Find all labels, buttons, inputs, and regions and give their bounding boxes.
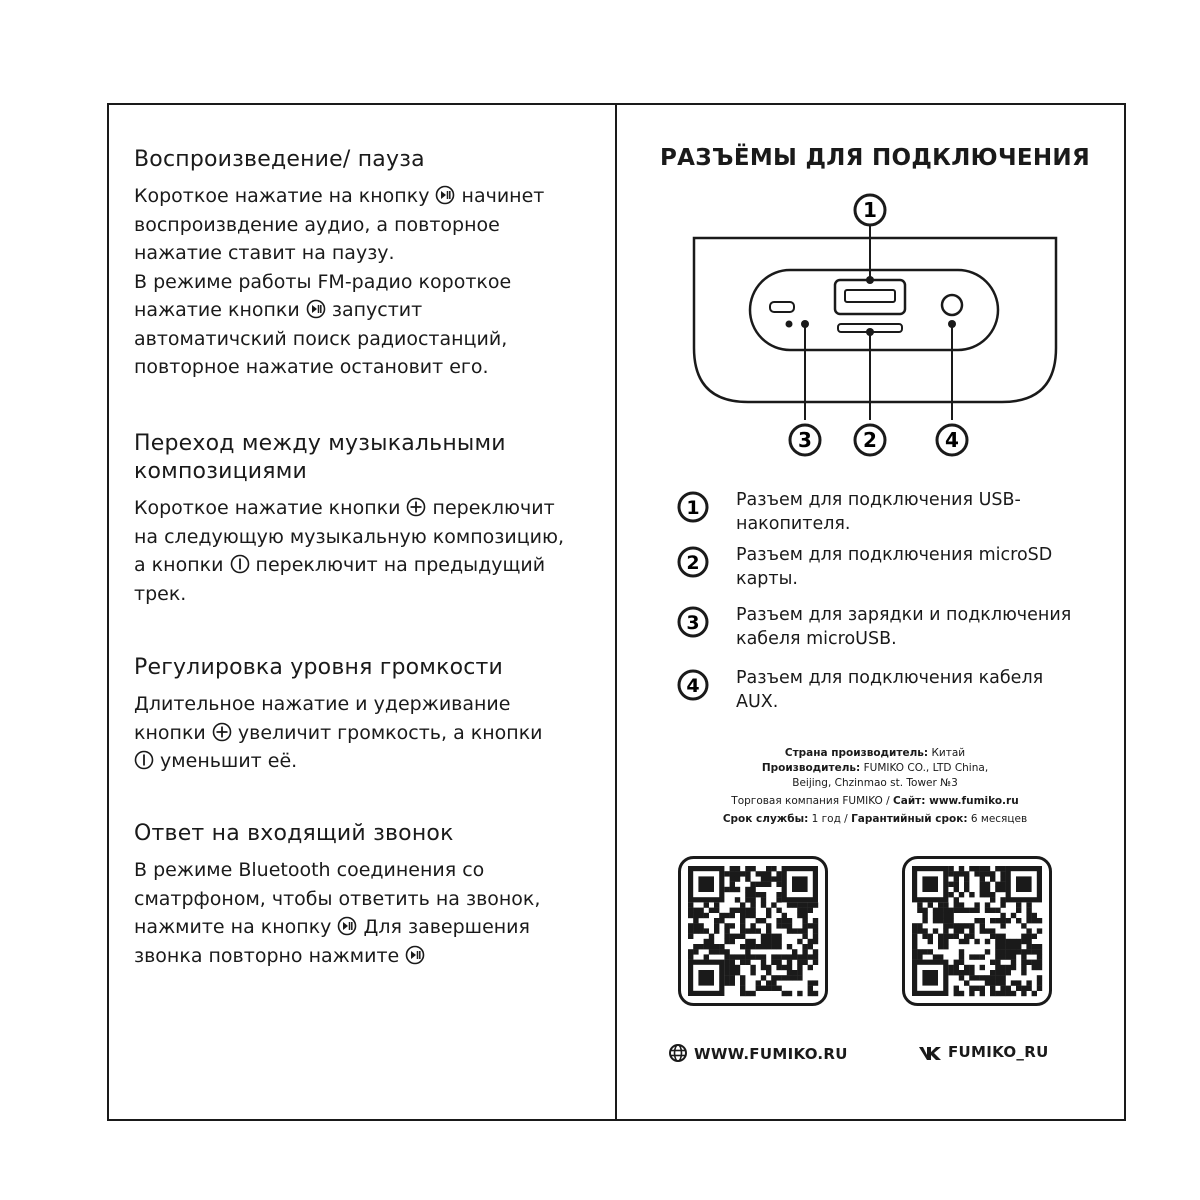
diagram-badge-4	[937, 425, 967, 455]
body-line: Длительное нажатие и удерживание	[134, 693, 511, 715]
body-line: трек.	[134, 582, 187, 605]
qr-code-vk[interactable]	[902, 856, 1052, 1006]
plus-icon	[212, 722, 232, 742]
number-badge-icon	[676, 490, 710, 524]
body-line: нажатие ставит на паузу.	[134, 242, 395, 264]
body-line: а кнопки переключит на предыдущий	[134, 554, 546, 576]
play-pause-icon	[435, 185, 455, 205]
section-body	[134, 856, 604, 970]
vk-icon	[918, 1045, 942, 1061]
section-title: Переход между музыкальными композициями	[134, 431, 506, 484]
body-line: нажатие кнопки запустит	[134, 299, 423, 321]
body-line: уменьшит её.	[134, 750, 297, 772]
body-line: кнопки увеличит громкость, а кнопки	[134, 721, 543, 744]
body-line: Короткое нажатие на кнопку начинет	[134, 185, 545, 207]
minus-icon	[230, 554, 250, 574]
usb-port-inner	[845, 290, 895, 302]
connector-diagram	[680, 190, 1070, 470]
svg-text:4: 4	[945, 428, 959, 452]
body-line: В режиме Bluetooth соединения со	[134, 859, 485, 881]
manufacturer-info: Страна производитель: Китай Производитель: FUMIKO CO., LTD China, Beijing, Chzinmao st. Tower №3 Торговая компания FUMIKO / Сайт: www.fumiko.ru Срок службы: 1 год / Гарантийный срок: 6 месяцев	[722, 747, 1028, 825]
body-line: нажмите на кнопку Для завершения	[134, 916, 530, 938]
svg-text:2: 2	[863, 428, 877, 452]
number-badge-icon	[676, 668, 710, 702]
section-body	[134, 690, 604, 776]
led-dot	[786, 321, 793, 328]
section-play-pause	[134, 146, 604, 382]
microusb-port	[770, 302, 794, 312]
body-line: воспроизвдение аудио, а повторное	[134, 213, 500, 236]
qr-code-site[interactable]	[678, 856, 828, 1006]
svg-text:1: 1	[863, 198, 877, 222]
diagram-badge-2	[855, 425, 885, 455]
legend-text: Разъем для зарядки и подключения кабеля microUSB.	[736, 605, 1072, 649]
column-divider	[615, 103, 617, 1121]
diagram-badge-1	[855, 195, 885, 225]
svg-text:1: 1	[686, 497, 700, 519]
svg-text:2: 2	[686, 552, 700, 574]
body-line: на следующую музыкальную композицию,	[134, 525, 565, 548]
body-line: звонка повторно нажмите	[134, 945, 425, 967]
section-title: Регулировка уровня громкости	[134, 655, 504, 680]
section-title: Воспроизведение/ пауза	[134, 147, 425, 172]
number-badge-icon	[676, 605, 710, 639]
section-track-switch	[134, 430, 604, 608]
section-body	[134, 494, 604, 608]
speaker-body-outline	[694, 238, 1056, 402]
section-call	[134, 820, 604, 970]
vk-link[interactable]: FUMIKO_RU	[918, 1043, 1049, 1061]
legend-text: Разъем для подключения microSD карты.	[736, 545, 1053, 589]
legend-text: Разъем для подключения кабеля AUX.	[736, 668, 1044, 712]
aux-port	[942, 295, 962, 315]
section-body	[134, 182, 604, 382]
play-pause-icon	[337, 916, 357, 936]
minus-icon	[134, 750, 154, 770]
globe-icon	[668, 1043, 688, 1063]
svg-text:3: 3	[798, 428, 812, 452]
body-line: В режиме работы FM-радио короткое	[134, 270, 512, 293]
body-line: сматрфоном, чтобы ответить на звонок,	[134, 887, 541, 910]
body-line: повторное нажатие остановит его.	[134, 356, 489, 378]
play-pause-icon	[306, 299, 326, 319]
number-badge-icon	[676, 545, 710, 579]
connectors-title: РАЗЪЁМЫ ДЛЯ ПОДКЛЮЧЕНИЯ	[660, 145, 1090, 171]
svg-text:3: 3	[686, 612, 700, 634]
svg-text:4: 4	[686, 675, 700, 697]
legend-text: Разъем для подключения USB-накопителя.	[736, 490, 1021, 534]
section-volume	[134, 654, 604, 776]
plus-icon	[406, 497, 426, 517]
body-line: Короткое нажатие кнопки переключит	[134, 497, 555, 519]
play-pause-icon	[405, 945, 425, 965]
site-link[interactable]: WWW.FUMIKO.RU	[668, 1043, 848, 1063]
body-line: автоматичский поиск радиостанций,	[134, 327, 508, 350]
diagram-badge-3	[790, 425, 820, 455]
section-title: Ответ на входящий звонок	[134, 821, 454, 846]
